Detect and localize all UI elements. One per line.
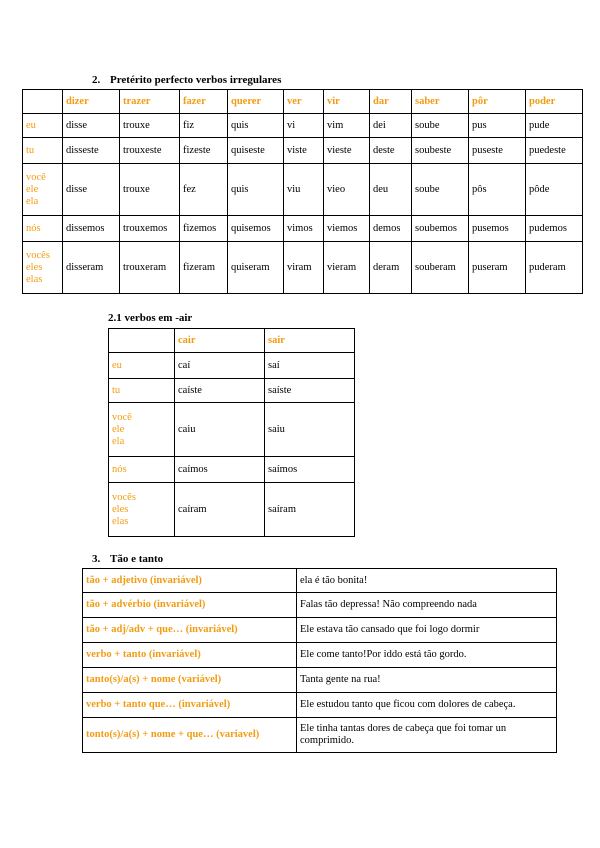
verb-form: saiu	[265, 403, 355, 457]
table-row	[109, 403, 355, 457]
verb-form: soube	[412, 164, 469, 216]
verb-form: pude	[526, 114, 583, 138]
table-row	[83, 718, 557, 753]
pronoun-label: tu	[112, 384, 121, 396]
grammar-rule: tão + adj/adv + que… (invariável)	[83, 618, 297, 643]
table-row	[83, 643, 557, 668]
verb-form: souberam	[412, 242, 469, 294]
verb-form: vieram	[324, 242, 370, 294]
verb-form: disse	[63, 114, 120, 138]
section-3-number: 3.	[92, 553, 101, 565]
verb-form: quis	[228, 164, 284, 216]
verb-header: fazer	[180, 90, 228, 114]
verb-form: saíram	[265, 483, 355, 537]
verb-form: quis	[228, 114, 284, 138]
header-row	[109, 329, 355, 353]
pronoun-label: ela	[112, 435, 125, 447]
verb-header: dizer	[63, 90, 120, 114]
verb-form: saí	[265, 353, 355, 379]
section-2-1-title: 2.1 verbos em -air	[108, 312, 193, 324]
table-row	[23, 216, 583, 242]
grammar-rule: tão + adjetivo (invariável)	[83, 569, 297, 593]
pronoun-label: eles	[112, 503, 129, 515]
air-verbs-table	[108, 328, 355, 537]
pronoun-cell	[109, 457, 175, 483]
verb-form: caíram	[175, 483, 265, 537]
grammar-rule: verbo + tanto (invariável)	[83, 643, 297, 668]
grammar-rule: tão + advérbio (invariável)	[83, 593, 297, 618]
example-sentence: Ele come tanto!Por iddo está tão gordo.	[297, 643, 557, 668]
pronoun-label: elas	[26, 273, 43, 285]
verb-form: caímos	[175, 457, 265, 483]
header-row	[23, 90, 583, 114]
verb-form: pusemos	[469, 216, 526, 242]
verb-form: disseste	[63, 138, 120, 164]
verb-form: trouxeste	[120, 138, 180, 164]
verb-form: trouxeram	[120, 242, 180, 294]
verb-form: pudemos	[526, 216, 583, 242]
verb-form: disse	[63, 164, 120, 216]
verb-header: querer	[228, 90, 284, 114]
pronoun-label: eles	[26, 261, 43, 273]
pronoun-label: vocês	[112, 491, 136, 503]
example-sentence: ela é tão bonita!	[297, 569, 557, 593]
verb-form: deram	[370, 242, 412, 294]
verb-form: trouxemos	[120, 216, 180, 242]
tao-tanto-table	[82, 568, 557, 753]
pronoun-cell	[109, 403, 175, 457]
corner-cell	[23, 90, 63, 114]
pronoun-label: elas	[112, 515, 129, 527]
verb-form: viu	[284, 164, 324, 216]
verb-form: puseram	[469, 242, 526, 294]
grammar-rule: verbo + tanto que… (invariável)	[83, 693, 297, 718]
section-2-heading	[92, 74, 281, 86]
section-2-1-heading	[108, 312, 192, 324]
verb-form: vim	[324, 114, 370, 138]
verb-form: soubeste	[412, 138, 469, 164]
pronoun-label: nós	[26, 222, 41, 234]
table-row	[23, 242, 583, 294]
pronoun-label: eu	[112, 359, 122, 371]
pronoun-label: ele	[112, 423, 125, 435]
verb-form: demos	[370, 216, 412, 242]
pronoun-cell	[109, 379, 175, 403]
verb-form: vieo	[324, 164, 370, 216]
table-row	[83, 618, 557, 643]
verb-form: caí	[175, 353, 265, 379]
verb-form: viemos	[324, 216, 370, 242]
irregular-verbs-table	[22, 89, 583, 294]
pronoun-label: ele	[26, 183, 39, 195]
table-row	[83, 593, 557, 618]
verb-form: pus	[469, 114, 526, 138]
verb-form: saímos	[265, 457, 355, 483]
section-3-heading	[92, 553, 163, 565]
verb-form: quisemos	[228, 216, 284, 242]
verb-form: puderam	[526, 242, 583, 294]
table-row	[109, 379, 355, 403]
verb-form: caiu	[175, 403, 265, 457]
pronoun-label: ela	[26, 195, 39, 207]
corner-cell	[109, 329, 175, 353]
verb-form: soube	[412, 114, 469, 138]
pronoun-cell	[23, 114, 63, 138]
pronoun-cell	[23, 164, 63, 216]
section-2-title: Pretérito perfecto verbos irregulares	[110, 74, 282, 86]
grammar-rule: tonto(s)/a(s) + nome + que… (variavel)	[83, 718, 297, 753]
verb-form: fiz	[180, 114, 228, 138]
pronoun-cell	[23, 216, 63, 242]
verb-form: vieste	[324, 138, 370, 164]
verb-header: trazer	[120, 90, 180, 114]
verb-form: dissemos	[63, 216, 120, 242]
verb-form: soubemos	[412, 216, 469, 242]
table-row	[23, 114, 583, 138]
pronoun-cell	[23, 242, 63, 294]
example-sentence: Ele estava tão cansado que foi logo dormir	[297, 618, 557, 643]
verb-header: saber	[412, 90, 469, 114]
verb-form: fizeste	[180, 138, 228, 164]
verb-form: fizemos	[180, 216, 228, 242]
pronoun-cell	[109, 353, 175, 379]
verb-form: puedeste	[526, 138, 583, 164]
verb-form: vimos	[284, 216, 324, 242]
verb-form: quiseram	[228, 242, 284, 294]
verb-header: cair	[175, 329, 265, 353]
verb-form: viram	[284, 242, 324, 294]
verb-form: vi	[284, 114, 324, 138]
verb-form: caíste	[175, 379, 265, 403]
pronoun-label: eu	[26, 119, 36, 131]
example-sentence: Tanta gente na rua!	[297, 668, 557, 693]
table-row	[83, 569, 557, 593]
example-sentence: Falas tão depressa! Não compreendo nada	[297, 593, 557, 618]
verb-header: vir	[324, 90, 370, 114]
verb-form: trouxe	[120, 164, 180, 216]
verb-header: poder	[526, 90, 583, 114]
pronoun-label: você	[112, 411, 132, 423]
pronoun-label: tu	[26, 144, 35, 156]
table-row	[109, 353, 355, 379]
table-row	[83, 693, 557, 718]
verb-form: deste	[370, 138, 412, 164]
pronoun-label: vocês	[26, 249, 50, 261]
verb-form: pôde	[526, 164, 583, 216]
example-sentence: Ele tinha tantas dores de cabeça que foi tomar un comprimido.	[297, 718, 557, 753]
table-row	[109, 457, 355, 483]
verb-header: sair	[265, 329, 355, 353]
section-3-title: Tão e tanto	[110, 553, 164, 565]
pronoun-cell	[109, 483, 175, 537]
table-row	[83, 668, 557, 693]
grammar-rule: tanto(s)/a(s) + nome (variável)	[83, 668, 297, 693]
verb-form: trouxe	[120, 114, 180, 138]
table-row	[23, 138, 583, 164]
pronoun-label: você	[26, 171, 46, 183]
example-sentence: Ele estudou tanto que ficou com dolores de cabeça.	[297, 693, 557, 718]
verb-form: deu	[370, 164, 412, 216]
verb-header: pôr	[469, 90, 526, 114]
verb-form: dei	[370, 114, 412, 138]
verb-form: fizeram	[180, 242, 228, 294]
verb-form: viste	[284, 138, 324, 164]
verb-form: saíste	[265, 379, 355, 403]
verb-header: dar	[370, 90, 412, 114]
pronoun-label: nós	[112, 463, 127, 475]
verb-form: disseram	[63, 242, 120, 294]
table-row	[109, 483, 355, 537]
verb-form: pôs	[469, 164, 526, 216]
section-2-number: 2.	[92, 74, 101, 86]
verb-form: quiseste	[228, 138, 284, 164]
pronoun-cell	[23, 138, 63, 164]
verb-form: fez	[180, 164, 228, 216]
verb-form: puseste	[469, 138, 526, 164]
table-row	[23, 164, 583, 216]
verb-header: ver	[284, 90, 324, 114]
